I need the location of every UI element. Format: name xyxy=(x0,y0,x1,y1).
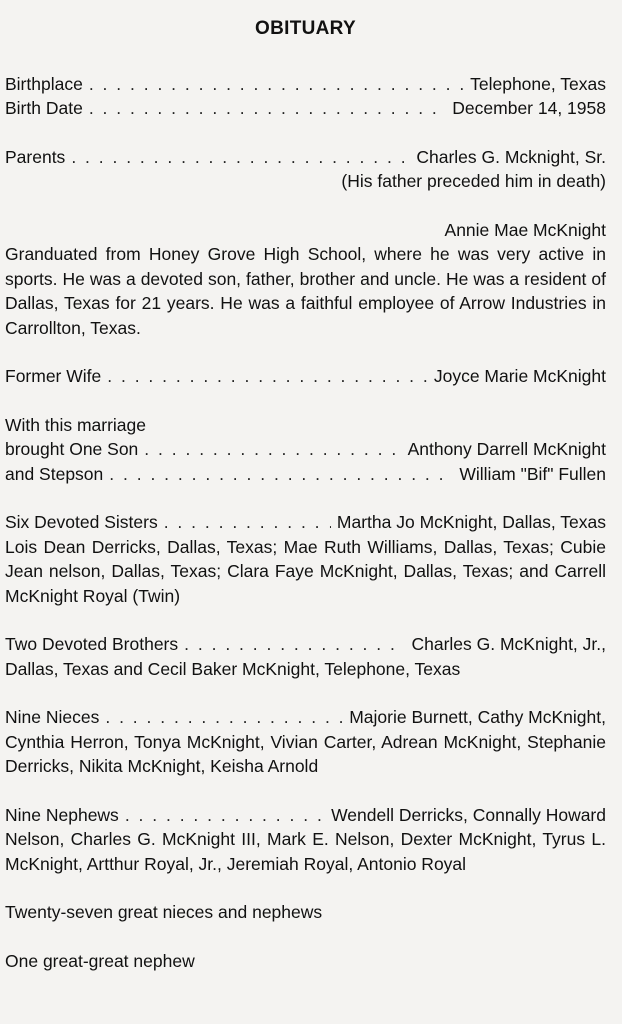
marriage-intro: With this marriage xyxy=(5,414,147,435)
leader-dots xyxy=(164,510,331,535)
stepson-value: William "Bif" Fullen xyxy=(459,463,606,484)
nephews-first: Wendell Derricks, Connally Howard xyxy=(331,804,606,825)
nieces-label: Nine Nieces xyxy=(5,707,100,727)
mother-name: Annie Mae McKnight xyxy=(444,219,606,240)
leader-dots xyxy=(89,72,464,97)
former-wife-section xyxy=(5,364,606,389)
sisters-first: Martha Jo McKnight, Dallas, Texas xyxy=(336,512,606,532)
leader-dots xyxy=(107,364,428,389)
birthplace-value: Telephone, Texas xyxy=(470,73,606,94)
sisters-row xyxy=(5,510,606,535)
leader-dots xyxy=(109,462,453,487)
father-name: Charles G. Mcknight, Sr. xyxy=(416,146,606,167)
brothers-first: Charles G. McKnight, Jr., xyxy=(411,634,606,654)
birth-date-value: December 14, 1958 xyxy=(452,98,606,118)
nieces-first: Majorie Burnett, Cathy McKnight, xyxy=(349,707,606,727)
stepson-label: and Stepson xyxy=(5,463,104,484)
birth-section xyxy=(5,72,606,121)
nephews-label: Nine Nephews xyxy=(5,804,119,825)
parents-row xyxy=(5,145,606,170)
birth-date-row xyxy=(5,96,606,121)
leader-dots xyxy=(125,803,325,828)
sisters-section xyxy=(5,510,606,608)
former-wife-row xyxy=(5,364,606,389)
former-wife-label: Former Wife xyxy=(5,366,102,386)
leader-dots xyxy=(89,96,446,121)
marriage-section xyxy=(5,413,606,487)
son-value: Anthony Darrell McKnight xyxy=(407,439,606,459)
father-note: (His father preceded him in death) xyxy=(341,171,606,191)
son-row xyxy=(5,437,606,462)
nieces-section xyxy=(5,705,606,779)
brothers-rest: Dallas, Texas and Cecil Baker McKnight, Telephone, Texas xyxy=(5,658,461,679)
parents-label: Parents xyxy=(5,146,66,167)
birth-date-label: Birth Date xyxy=(5,98,83,118)
sisters-label: Six Devoted Sisters xyxy=(5,512,158,532)
former-wife-value: Joyce Marie McKnight xyxy=(433,366,606,386)
brothers-row xyxy=(5,632,606,657)
son-label: brought One Son xyxy=(5,439,139,459)
leader-dots xyxy=(105,705,343,730)
nieces-rest: Cynthia Herron, Tonya McKnight, Vivian Carter, Adrean McKnight, Stephanie Derricks, Nikita McKnight, Keisha Arnold xyxy=(5,731,606,776)
great-nieces-nephews: Twenty-seven great nieces and nephews xyxy=(5,902,323,922)
leader-dots xyxy=(144,437,401,462)
leader-dots xyxy=(71,145,410,170)
bio-paragraph: Granduated from Honey Grove High School, where he was very active in sports. He was a devoted son, father, brother and uncle. He was a resident of Dallas, Texas for 21 years. He was a faithful employee of Arrow Industries in Carrollton, Texas. xyxy=(5,244,606,338)
nephews-section xyxy=(5,803,606,877)
birthplace-label: Birthplace xyxy=(5,73,83,94)
nieces-row xyxy=(5,705,606,730)
nephews-row xyxy=(5,803,606,828)
brothers-label: Two Devoted Brothers xyxy=(5,634,179,654)
nephews-rest: Nelson, Charles G. McKnight III, Mark E. Nelson, Dexter McKnight, Tyrus L. McKnight, Artthur Royal, Jr., Jeremiah Royal, Antonio Royal xyxy=(5,829,606,874)
stepson-row xyxy=(5,462,606,487)
page-title: OBITUARY xyxy=(255,18,356,39)
bio-section xyxy=(5,218,606,341)
brothers-section xyxy=(5,632,606,681)
birthplace-row xyxy=(5,72,606,97)
great-great-nephew: One great-great nephew xyxy=(5,950,195,971)
leader-dots xyxy=(184,632,405,657)
sisters-rest: Lois Dean Derricks, Dallas, Texas; Mae Ruth Williams, Dallas, Texas; Cubie Jean nelson, Dallas, Texas; Clara Faye McKnight, Dallas, Texas; and Carrell McKnight Royal (Twin) xyxy=(5,536,606,606)
parents-section xyxy=(5,145,606,194)
